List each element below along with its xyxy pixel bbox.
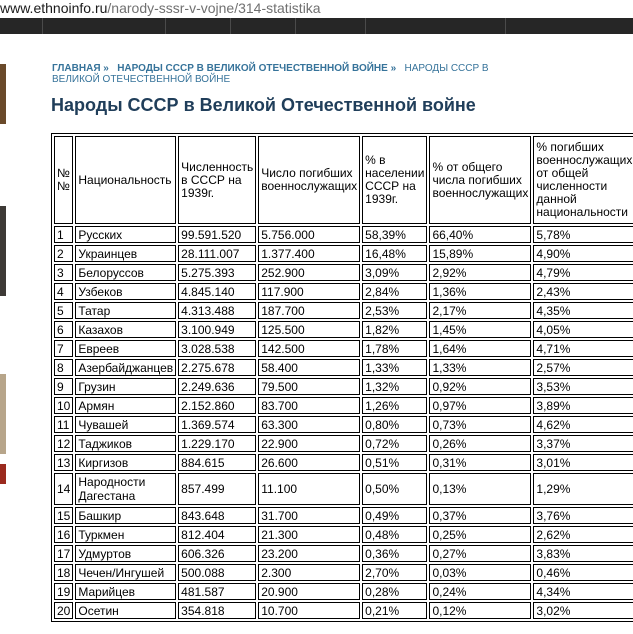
cell-deaths-percent: 2,17% (429, 302, 531, 319)
cell-population: 99.591.520 (178, 226, 256, 243)
cell-deaths: 187.700 (258, 302, 360, 319)
cell-population: 1.369.574 (178, 416, 256, 433)
cell-nationality: Евреев (75, 340, 176, 357)
cell-deaths-percent: 0,97% (429, 397, 531, 414)
left-sidebar-edge (0, 34, 10, 634)
cell-number: 12 (54, 435, 73, 452)
cell-population-percent: 2,70% (362, 564, 427, 581)
cell-deaths: 23.200 (258, 545, 360, 562)
cell-nationality: Украинцев (75, 245, 176, 262)
cell-deaths: 10.700 (258, 602, 360, 619)
cell-nationality: Чувашей (75, 416, 176, 433)
cell-deaths-percent: 1,64% (429, 340, 531, 357)
table-body (54, 226, 633, 619)
statistics-table-container (51, 133, 633, 622)
nav-item-1[interactable] (0, 19, 22, 31)
cell-loss-ratio: 4,90% (533, 245, 633, 262)
cell-loss-ratio: 4,71% (533, 340, 633, 357)
cell-population: 354.818 (178, 602, 256, 619)
cell-deaths: 21.300 (258, 526, 360, 543)
cell-population-percent: 0,50% (362, 473, 427, 505)
cell-number: 3 (54, 264, 73, 281)
cell-nationality: Белоруссов (75, 264, 176, 281)
cell-population: 884.615 (178, 454, 256, 471)
cell-deaths-percent: 0,31% (429, 454, 531, 471)
breadcrumb-separator-icon: » (390, 63, 397, 74)
cell-number: 6 (54, 321, 73, 338)
cell-loss-ratio: 3,01% (533, 454, 633, 471)
column-header-deaths-percent: % от общего числа погибших военнослужащих (429, 136, 531, 224)
cell-loss-ratio: 4,35% (533, 302, 633, 319)
breadcrumb (52, 63, 522, 85)
cell-nationality: Башкир (75, 507, 176, 524)
address-bar[interactable] (0, 0, 633, 18)
nav-divider (230, 18, 231, 34)
column-header-loss-ratio: % погибших военнослужащих от общей численности данной национальности (533, 136, 633, 224)
cell-deaths: 79.500 (258, 378, 360, 395)
column-header-nationality: Национальность (75, 136, 176, 224)
cell-deaths-percent: 66,40% (429, 226, 531, 243)
cell-population: 1.229.170 (178, 435, 256, 452)
table-row (54, 264, 633, 281)
table-row (54, 378, 633, 395)
cell-deaths: 5.756.000 (258, 226, 360, 243)
cell-loss-ratio: 4,34% (533, 583, 633, 600)
cell-loss-ratio: 3,53% (533, 378, 633, 395)
cell-population: 606.326 (178, 545, 256, 562)
cell-deaths: 125.500 (258, 321, 360, 338)
cell-nationality: Казахов (75, 321, 176, 338)
cell-population-percent: 0,80% (362, 416, 427, 433)
cell-deaths: 1.377.400 (258, 245, 360, 262)
cell-population: 2.249.636 (178, 378, 256, 395)
sidebar-thumbnail[interactable] (0, 206, 6, 296)
cell-population: 2.152.860 (178, 397, 256, 414)
cell-deaths-percent: 1,33% (429, 359, 531, 376)
cell-nationality: Армян (75, 397, 176, 414)
cell-population: 4.313.488 (178, 302, 256, 319)
cell-population: 5.275.393 (178, 264, 256, 281)
sidebar-thumbnail[interactable] (0, 64, 6, 124)
cell-loss-ratio: 2,43% (533, 283, 633, 300)
cell-loss-ratio: 3,37% (533, 435, 633, 452)
table-row (54, 583, 633, 600)
table-row (54, 245, 633, 262)
cell-loss-ratio: 5,78% (533, 226, 633, 243)
cell-number: 10 (54, 397, 73, 414)
cell-population: 843.648 (178, 507, 256, 524)
cell-deaths-percent: 0,92% (429, 378, 531, 395)
table-row (54, 416, 633, 433)
cell-nationality: Азербайджанцев (75, 359, 176, 376)
cell-population-percent: 0,49% (362, 507, 427, 524)
cell-loss-ratio: 4,79% (533, 264, 633, 281)
cell-population-percent: 16,48% (362, 245, 427, 262)
cell-deaths-percent: 0,12% (429, 602, 531, 619)
cell-deaths-percent: 0,25% (429, 526, 531, 543)
cell-nationality: Туркмен (75, 526, 176, 543)
cell-nationality: Таджиков (75, 435, 176, 452)
table-row (54, 321, 633, 338)
cell-number: 17 (54, 545, 73, 562)
nav-divider (505, 18, 506, 34)
cell-deaths-percent: 1,45% (429, 321, 531, 338)
cell-deaths: 11.100 (258, 473, 360, 505)
cell-deaths-percent: 0,26% (429, 435, 531, 452)
cell-nationality: Удмуртов (75, 545, 176, 562)
cell-deaths: 63.300 (258, 416, 360, 433)
cell-number: 13 (54, 454, 73, 471)
cell-nationality: Осетин (75, 602, 176, 619)
cell-deaths-percent: 0,37% (429, 507, 531, 524)
cell-nationality: Узбеков (75, 283, 176, 300)
cell-population: 3.028.538 (178, 340, 256, 357)
sidebar-thumbnail[interactable] (0, 464, 6, 484)
table-row (54, 302, 633, 319)
cell-population-percent: 1,26% (362, 397, 427, 414)
cell-deaths-percent: 15,89% (429, 245, 531, 262)
cell-loss-ratio: 1,29% (533, 473, 633, 505)
breadcrumb-section-link[interactable]: НАРОДЫ СССР В ВЕЛИКОЙ ОТЕЧЕСТВЕННОЙ ВОЙНЕ (117, 63, 388, 74)
breadcrumb-separator-icon: » (103, 63, 109, 74)
column-header-population: Численность в СССР на 1939г. (178, 136, 256, 224)
cell-population-percent: 1,82% (362, 321, 427, 338)
cell-nationality: Чечен/Ингушей (75, 564, 176, 581)
column-header-population-percent: % в населении СССР на 1939г. (362, 136, 427, 224)
cell-number: 20 (54, 602, 73, 619)
page-title: Народы СССР в Великой Отечественной войне (51, 95, 476, 115)
cell-deaths: 20.900 (258, 583, 360, 600)
cell-population-percent: 1,33% (362, 359, 427, 376)
cell-population-percent: 0,21% (362, 602, 427, 619)
cell-population-percent: 0,51% (362, 454, 427, 471)
cell-loss-ratio: 2,57% (533, 359, 633, 376)
cell-population: 812.404 (178, 526, 256, 543)
cell-population-percent: 0,28% (362, 583, 427, 600)
cell-population-percent: 0,36% (362, 545, 427, 562)
breadcrumb-current: НАРОДЫ СССР В ВЕЛИКОЙ ОТЕЧЕСТВЕННОЙ ВОЙНЕ (52, 63, 489, 85)
cell-loss-ratio: 3,02% (533, 602, 633, 619)
cell-population: 28.111.007 (178, 245, 256, 262)
nav-divider (295, 18, 296, 34)
table-row (54, 564, 633, 581)
cell-deaths: 252.900 (258, 264, 360, 281)
cell-population: 4.845.140 (178, 283, 256, 300)
nav-divider (165, 18, 166, 34)
cell-number: 2 (54, 245, 73, 262)
cell-population-percent: 2,84% (362, 283, 427, 300)
cell-number: 1 (54, 226, 73, 243)
cell-deaths: 31.700 (258, 507, 360, 524)
cell-deaths: 22.900 (258, 435, 360, 452)
table-row (54, 226, 633, 243)
cell-nationality: Народности Дагестана (75, 473, 176, 505)
column-header-number: № № (54, 136, 73, 224)
table-row (54, 435, 633, 452)
table-row (54, 507, 633, 524)
cell-nationality: Татар (75, 302, 176, 319)
cell-number: 19 (54, 583, 73, 600)
table-row (54, 340, 633, 357)
table-row (54, 473, 633, 505)
cell-population-percent: 0,48% (362, 526, 427, 543)
cell-number: 14 (54, 473, 73, 505)
cell-deaths-percent: 0,03% (429, 564, 531, 581)
cell-loss-ratio: 4,62% (533, 416, 633, 433)
cell-number: 8 (54, 359, 73, 376)
cell-population-percent: 3,09% (362, 264, 427, 281)
column-header-deaths: Число погибших военнослужащих (258, 136, 360, 224)
cell-number: 9 (54, 378, 73, 395)
cell-loss-ratio: 3,76% (533, 507, 633, 524)
cell-deaths-percent: 0,13% (429, 473, 531, 505)
cell-population-percent: 2,53% (362, 302, 427, 319)
cell-deaths: 83.700 (258, 397, 360, 414)
nav-divider (42, 18, 43, 34)
cell-deaths: 117.900 (258, 283, 360, 300)
cell-population: 500.088 (178, 564, 256, 581)
cell-nationality: Русских (75, 226, 176, 243)
cell-deaths-percent: 0,27% (429, 545, 531, 562)
cell-nationality: Марийцев (75, 583, 176, 600)
cell-number: 15 (54, 507, 73, 524)
cell-deaths: 142.500 (258, 340, 360, 357)
cell-deaths-percent: 0,73% (429, 416, 531, 433)
top-navigation (0, 18, 633, 34)
cell-deaths: 58.400 (258, 359, 360, 376)
table-row (54, 397, 633, 414)
cell-loss-ratio: 3,89% (533, 397, 633, 414)
breadcrumb-home-link[interactable]: ГЛАВНАЯ (52, 63, 101, 74)
cell-number: 4 (54, 283, 73, 300)
table-row (54, 454, 633, 471)
url-host: www.ethnoinfo.ru (0, 0, 108, 16)
table-row (54, 602, 633, 619)
cell-population: 857.499 (178, 473, 256, 505)
cell-population-percent: 58,39% (362, 226, 427, 243)
sidebar-thumbnail[interactable] (0, 374, 6, 454)
cell-loss-ratio: 2,62% (533, 526, 633, 543)
cell-number: 11 (54, 416, 73, 433)
table-row (54, 359, 633, 376)
cell-number: 7 (54, 340, 73, 357)
table-header-row (54, 136, 633, 224)
statistics-table (51, 133, 633, 622)
cell-deaths-percent: 2,92% (429, 264, 531, 281)
cell-loss-ratio: 3,83% (533, 545, 633, 562)
cell-nationality: Грузин (75, 378, 176, 395)
cell-deaths: 2.300 (258, 564, 360, 581)
cell-nationality: Киргизов (75, 454, 176, 471)
nav-divider (365, 18, 366, 34)
table-row (54, 283, 633, 300)
cell-population: 3.100.949 (178, 321, 256, 338)
cell-population: 481.587 (178, 583, 256, 600)
cell-deaths-percent: 0,24% (429, 583, 531, 600)
cell-population: 2.275.678 (178, 359, 256, 376)
cell-number: 16 (54, 526, 73, 543)
cell-population-percent: 1,78% (362, 340, 427, 357)
table-row (54, 526, 633, 543)
cell-population-percent: 0,72% (362, 435, 427, 452)
cell-number: 5 (54, 302, 73, 319)
table-row (54, 545, 633, 562)
cell-deaths: 26.600 (258, 454, 360, 471)
cell-number: 18 (54, 564, 73, 581)
cell-loss-ratio: 0,46% (533, 564, 633, 581)
url-path: /narody-sssr-v-vojne/314-statistika (107, 0, 321, 16)
cell-deaths-percent: 1,36% (429, 283, 531, 300)
cell-loss-ratio: 4,05% (533, 321, 633, 338)
cell-population-percent: 1,32% (362, 378, 427, 395)
